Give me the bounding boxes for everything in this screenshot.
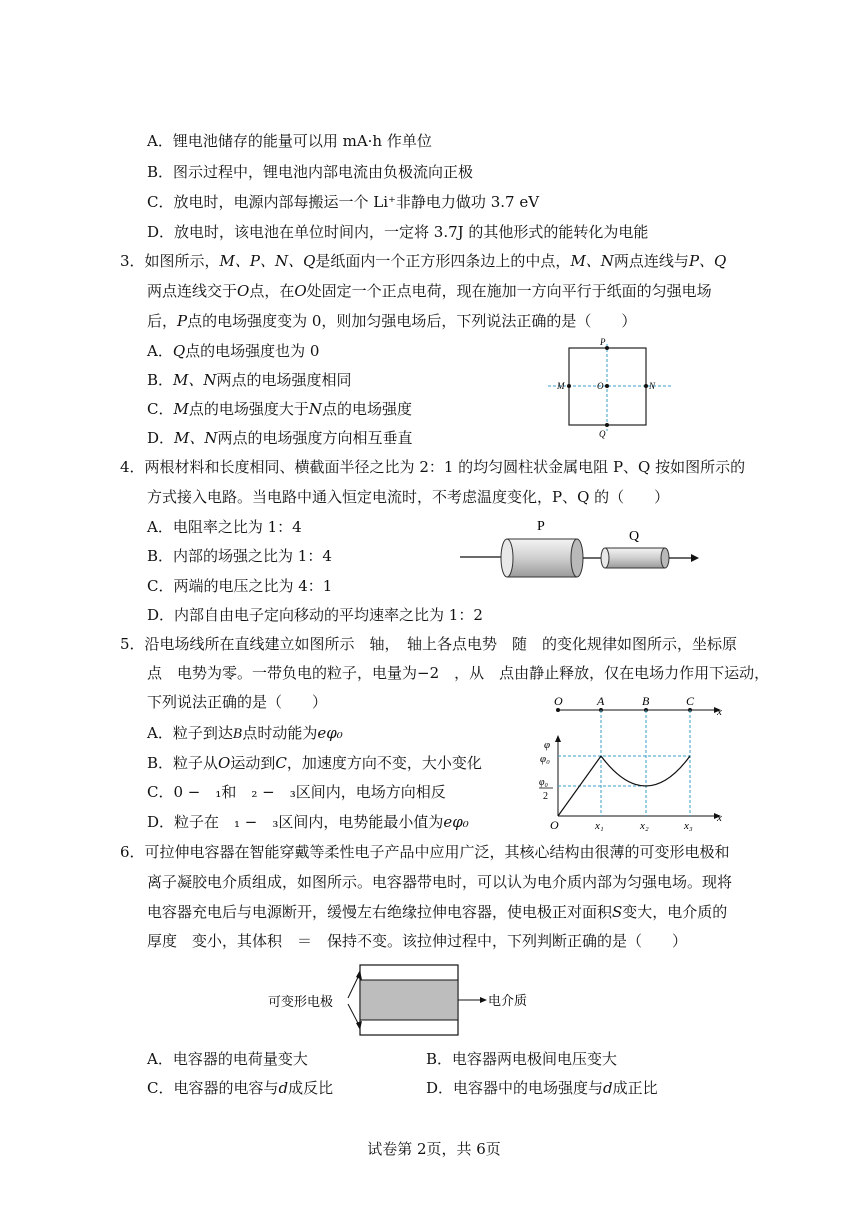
- label-deformable-electrode: 可变形电极: [268, 994, 334, 1009]
- point-p: [605, 346, 609, 350]
- q5-stem-line1: 5．沿电场线所在直线建立如图所示 轴， 轴上各点电势 随 的变化规律如图所示，坐标原: [120, 635, 738, 653]
- q4-option-a: A．电阻率之比为 1：4: [147, 518, 302, 536]
- q3-option-a: A．Q点的电场强度也为 0: [147, 342, 320, 360]
- q6-option-a: A．电容器的电荷量变大: [147, 1050, 308, 1068]
- q4-option-d: D．内部自由电子定向移动的平均速率之比为 1：2: [147, 606, 483, 624]
- label-p: P: [537, 519, 545, 534]
- label-x1: x₁: [595, 820, 604, 832]
- q2-option-c: C．放电时，电源内部每搬运一个 Li⁺非静电力做功 3.7 eV: [147, 193, 540, 211]
- resistor-p-right-end: [571, 539, 583, 577]
- q6-capacitor-figure: [260, 960, 590, 1040]
- point-q: [605, 423, 609, 427]
- top-label-o: O: [554, 694, 563, 708]
- resistor-p-body: [507, 539, 577, 577]
- q6-option-c: C．电容器的电容与d成反比: [147, 1079, 334, 1097]
- top-label-a: A: [597, 694, 605, 708]
- label-m: M: [557, 381, 565, 391]
- q3-option-c: C．M点的电场强度大于N点的电场强度: [147, 400, 412, 418]
- phi0-label: φ₀: [540, 753, 550, 765]
- q6-stem-line2: 离子凝胶电介质组成，如图所示。电容器带电时，可以认为电介质内部为匀强电场。现将: [147, 873, 733, 891]
- q6-stem-line4: 厚度 变小，其体积 ＝ 保持不变。该拉伸过程中，下列判断正确的是（ ）: [147, 932, 688, 950]
- resistor-q-body: [605, 548, 665, 568]
- q5-option-c: C．0 − ₁和 ₂ − ₃区间内，电场方向相反: [147, 783, 446, 801]
- top-label-b: B: [642, 694, 650, 708]
- label-n: N: [649, 381, 656, 391]
- point-m: [567, 384, 571, 388]
- q6-stem-line3: 电容器充电后与电源断开，缓慢左右绝缘拉伸电容器，使电极正对面积S变大，电介质的: [147, 903, 728, 921]
- resistor-q-right-end: [661, 548, 669, 568]
- q5-option-a: A．粒子到达B点时动能为eφ₀: [147, 724, 343, 742]
- label-x3: x₃: [684, 820, 693, 832]
- q5-stem-line2: 点 电势为零。一带负电的粒子，电量为−2 ，从 点由静止释放，仅在电场力作用下运动，: [147, 664, 770, 682]
- q2-option-b: B．图示过程中，锂电池内部电流由负极流向正极: [147, 163, 474, 181]
- q4-stem-line2: 方式接入电路。当电路中通入恒定电流时，不考虑温度变化，P、Q 的（ ）: [147, 488, 670, 506]
- dielectric-layer: [360, 980, 458, 1020]
- bottom-axis-label: x: [717, 812, 722, 824]
- q4-stem-line1: 4．两根材料和长度相同、横截面半径之比为 2：1 的均匀圆柱状金属电阻 P、Q 按如图所示的: [120, 458, 746, 476]
- arrow-head-dielectric: [480, 997, 487, 1003]
- q6-option-d: D．电容器中的电场强度与d成正比: [426, 1079, 658, 1097]
- top-label-c: C: [686, 694, 695, 708]
- q6-option-b: B．电容器两电极间电压变大: [426, 1050, 618, 1068]
- q3-stem-line2: 两点连线交于O点，在O处固定一个正点电荷，现在施加一方向平行于纸面的匀强电场: [147, 282, 712, 300]
- label-q: Q: [629, 529, 640, 544]
- label-q: Q: [599, 429, 606, 439]
- q4-option-c: C．两端的电压之比为 4：1: [147, 577, 333, 595]
- q3-option-d: D．M、N两点的电场强度方向相互垂直: [147, 429, 413, 447]
- point-n: [644, 384, 648, 388]
- q5-option-d: D．粒子在 ₁ − ₃区间内，电势能最小值为eφ₀: [147, 813, 469, 831]
- label-o: O: [597, 381, 604, 391]
- phi-axis-arrow: [555, 735, 561, 742]
- point-o: [605, 384, 609, 388]
- q5-potential-figure: [530, 690, 730, 832]
- label-x2: x₂: [640, 820, 649, 832]
- phi0-half-num: φ₀: [539, 777, 549, 788]
- q2-option-d: D．放电时，该电池在单位时间内，一定将 3.7J 的其他形式的能转化为电能: [147, 223, 649, 241]
- bottom-label-o: O: [550, 818, 559, 832]
- top-point-o: [556, 708, 560, 712]
- q3-option-b: B．M、N两点的电场强度相同: [147, 371, 352, 389]
- phi0-half-den: 2: [543, 791, 548, 802]
- q3-stem-line3: 后，P点的电场强度变为 0，则加匀强电场后，下列说法正确的是（ ）: [147, 312, 637, 330]
- page-footer: 试卷第 2页，共 6页: [367, 1140, 501, 1158]
- q5-option-b: B．粒子从O运动到C，加速度方向不变，大小变化: [147, 754, 482, 772]
- resistor-q-left-face: [601, 548, 609, 568]
- q6-stem-line1: 6．可拉伸电容器在智能穿戴等柔性电子产品中应用广泛，其核心结构由很薄的可变形电极和: [120, 843, 730, 861]
- q5-stem-line3: 下列说法正确的是（ ）: [147, 693, 328, 711]
- q3-square-figure: [540, 336, 690, 446]
- q2-option-a: A．锂电池储存的能量可以用 mA·h 作单位: [147, 132, 432, 150]
- q3-stem-line1: 3．如图所示，M、P、N、Q是纸面内一个正方形四条边上的中点，M、N两点连线与P、Q: [120, 252, 727, 270]
- q4-option-b: B．内部的场强之比为 1：4: [147, 547, 332, 565]
- top-axis-label: x: [717, 706, 722, 718]
- label-dielectric: 电介质: [488, 993, 528, 1008]
- arrow-out: [691, 554, 699, 562]
- label-p: P: [600, 337, 606, 347]
- q4-resistor-figure: [455, 513, 705, 588]
- phi-axis-label: φ: [544, 739, 551, 751]
- resistor-p-left-face: [501, 539, 513, 577]
